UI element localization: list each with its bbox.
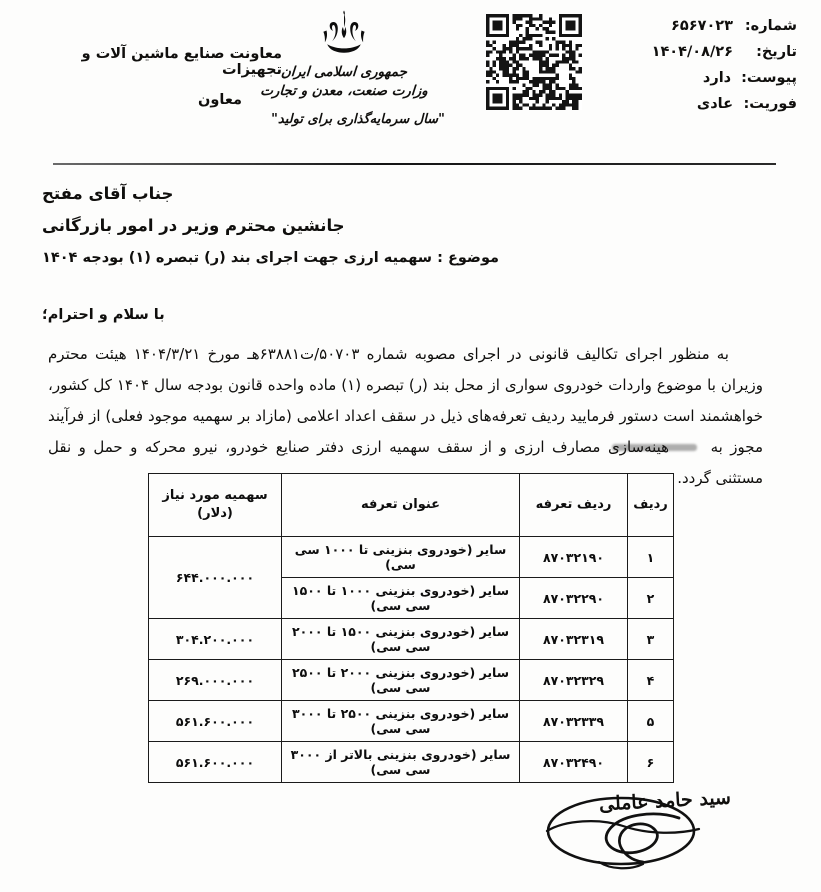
table-row <box>149 660 674 701</box>
cell-quota-amount: ۵۶۱.۶۰۰.۰۰۰ <box>149 701 282 742</box>
ministry-name-line1: جمهوری اسلامی ایران <box>280 64 408 80</box>
header-meta-block <box>597 18 797 122</box>
cell-tariff-code: ۸۷۰۳۲۳۳۹ <box>520 701 628 742</box>
table-row <box>149 701 674 742</box>
meta-row-attachment <box>597 70 797 86</box>
signature-block <box>503 774 753 874</box>
cell-index: ۲ <box>628 578 674 619</box>
meta-value-date: ۱۴۰۴/۰۸/۲۶ <box>651 44 733 60</box>
addressee-name: جناب آقای مفتح <box>42 184 174 203</box>
greeting-line: با سلام و احترام؛ <box>42 307 165 323</box>
cell-index: ۱ <box>628 537 674 578</box>
iran-emblem-icon <box>315 8 373 62</box>
quota-table-wrapper <box>149 473 674 783</box>
cell-tariff-title: سایر (خودروی بنزینی ۲۵۰۰ تا ۳۰۰۰ سی سی) <box>282 701 520 742</box>
table-row <box>149 537 674 578</box>
column-header-title: عنوان تعرفه <box>282 474 520 537</box>
meta-value-urgency: عادی <box>696 96 733 112</box>
cell-quota-amount: ۵۶۱.۶۰۰.۰۰۰ <box>149 742 282 783</box>
body-paragraph-part1: به منظور اجرای تکالیف قانونی در اجرای مصوبه شماره ۵۰۷۰۳/ت۶۳۸۸۱هـ مورخ ۱۴۰۴/۳/۲۱ هیئت محترم وزیران با موضوع واردات خودروی سواری از محل بند (ر) تبصره (۱) ماده واحده قانون بودجه سال ۱۴۰۴ کل کشور، خواهشمند است دستور فرمایید ردیف تعرفه‌های ذیل در سقف اعداد اعلامی (مازاد بر سهمیه موجود فعلی) از فرآیند مجوز به <box>48 345 763 456</box>
cell-index: ۶ <box>628 742 674 783</box>
meta-label-attachment: پیوست: <box>741 70 797 86</box>
addressee-title: جانشین محترم وزیر در امور بازرگانی <box>42 216 345 235</box>
signature-name: سید حامد عاملی <box>598 786 732 816</box>
cell-tariff-code: ۸۷۰۳۲۳۱۹ <box>520 619 628 660</box>
table-row <box>149 619 674 660</box>
column-header-index: ردیف <box>628 474 674 537</box>
cell-index: ۵ <box>628 701 674 742</box>
body-paragraph-part2: مصارف ارزی و از سقف سهمیه ارزی دفتر صنایع خودرو، نیرو محرکه و حمل و نقل مستثنی گردد. <box>48 438 763 487</box>
meta-value-attachment: دارد <box>702 70 732 86</box>
cell-quota-amount: ۳۰۴.۲۰۰.۰۰۰ <box>149 619 282 660</box>
department-block <box>32 46 282 108</box>
document-header <box>0 0 821 150</box>
meta-label-number: شماره: <box>744 18 797 34</box>
meta-label-date: تاریخ: <box>756 44 797 60</box>
cell-tariff-title: سایر (خودروی بنزینی ۱۵۰۰ تا ۲۰۰۰ سی سی) <box>282 619 520 660</box>
table-header-row <box>149 474 674 537</box>
cell-tariff-title: سایر (خودروی بنزینی ۲۰۰۰ تا ۲۵۰۰ سی سی) <box>282 660 520 701</box>
meta-row-date <box>597 44 797 60</box>
column-header-amount: سهمیه مورد نیاز (دلار) <box>149 474 282 537</box>
header-divider <box>53 163 776 165</box>
body-paragraph-smudged-word: هینه‌سازی <box>608 432 703 463</box>
cell-tariff-title: سایر (خودروی بنزینی ۱۰۰۰ تا ۱۵۰۰ سی سی) <box>282 578 520 619</box>
cell-tariff-code: ۸۷۰۳۲۳۲۹ <box>520 660 628 701</box>
meta-row-urgency <box>597 96 797 112</box>
cell-index: ۴ <box>628 660 674 701</box>
quota-table-body <box>149 537 674 783</box>
body-paragraph <box>48 339 763 494</box>
year-slogan: "سال سرمایه‌گذاری برای تولید" <box>271 112 445 127</box>
department-name: معاونت صنایع ماشین آلات و تجهیزات <box>81 46 282 78</box>
cell-quota-amount: ۲۶۹.۰۰۰.۰۰۰ <box>149 660 282 701</box>
qr-code-icon <box>485 14 583 110</box>
quota-table <box>148 473 674 783</box>
meta-row-number <box>597 18 797 34</box>
department-role: معاون <box>198 92 242 108</box>
meta-label-urgency: فوریت: <box>743 96 797 112</box>
cell-tariff-title: سایر (خودروی بنزینی بالاتر از ۳۰۰۰ سی سی) <box>282 742 520 783</box>
column-header-code: ردیف تعرفه <box>520 474 628 537</box>
cell-tariff-code: ۸۷۰۳۲۱۹۰ <box>520 537 628 578</box>
cell-tariff-code: ۸۷۰۳۲۴۹۰ <box>520 742 628 783</box>
cell-tariff-code: ۸۷۰۳۲۲۹۰ <box>520 578 628 619</box>
cell-index: ۳ <box>628 619 674 660</box>
cell-tariff-title: سایر (خودروی بنزینی تا ۱۰۰۰ سی سی) <box>282 537 520 578</box>
subject-line: موضوع : سهمیه ارزی جهت اجرای بند (ر) تبصره (۱) بودجه ۱۴۰۴ <box>42 250 500 266</box>
meta-value-number: ۶۵۶۷۰۲۳ <box>671 18 733 34</box>
cell-quota-amount: ۶۴۴.۰۰۰.۰۰۰ <box>149 537 282 619</box>
addressee-block <box>0 184 821 266</box>
ministry-name-line2: وزارت صنعت، معدن و تجارت <box>259 83 429 99</box>
quota-table-head <box>149 474 674 537</box>
